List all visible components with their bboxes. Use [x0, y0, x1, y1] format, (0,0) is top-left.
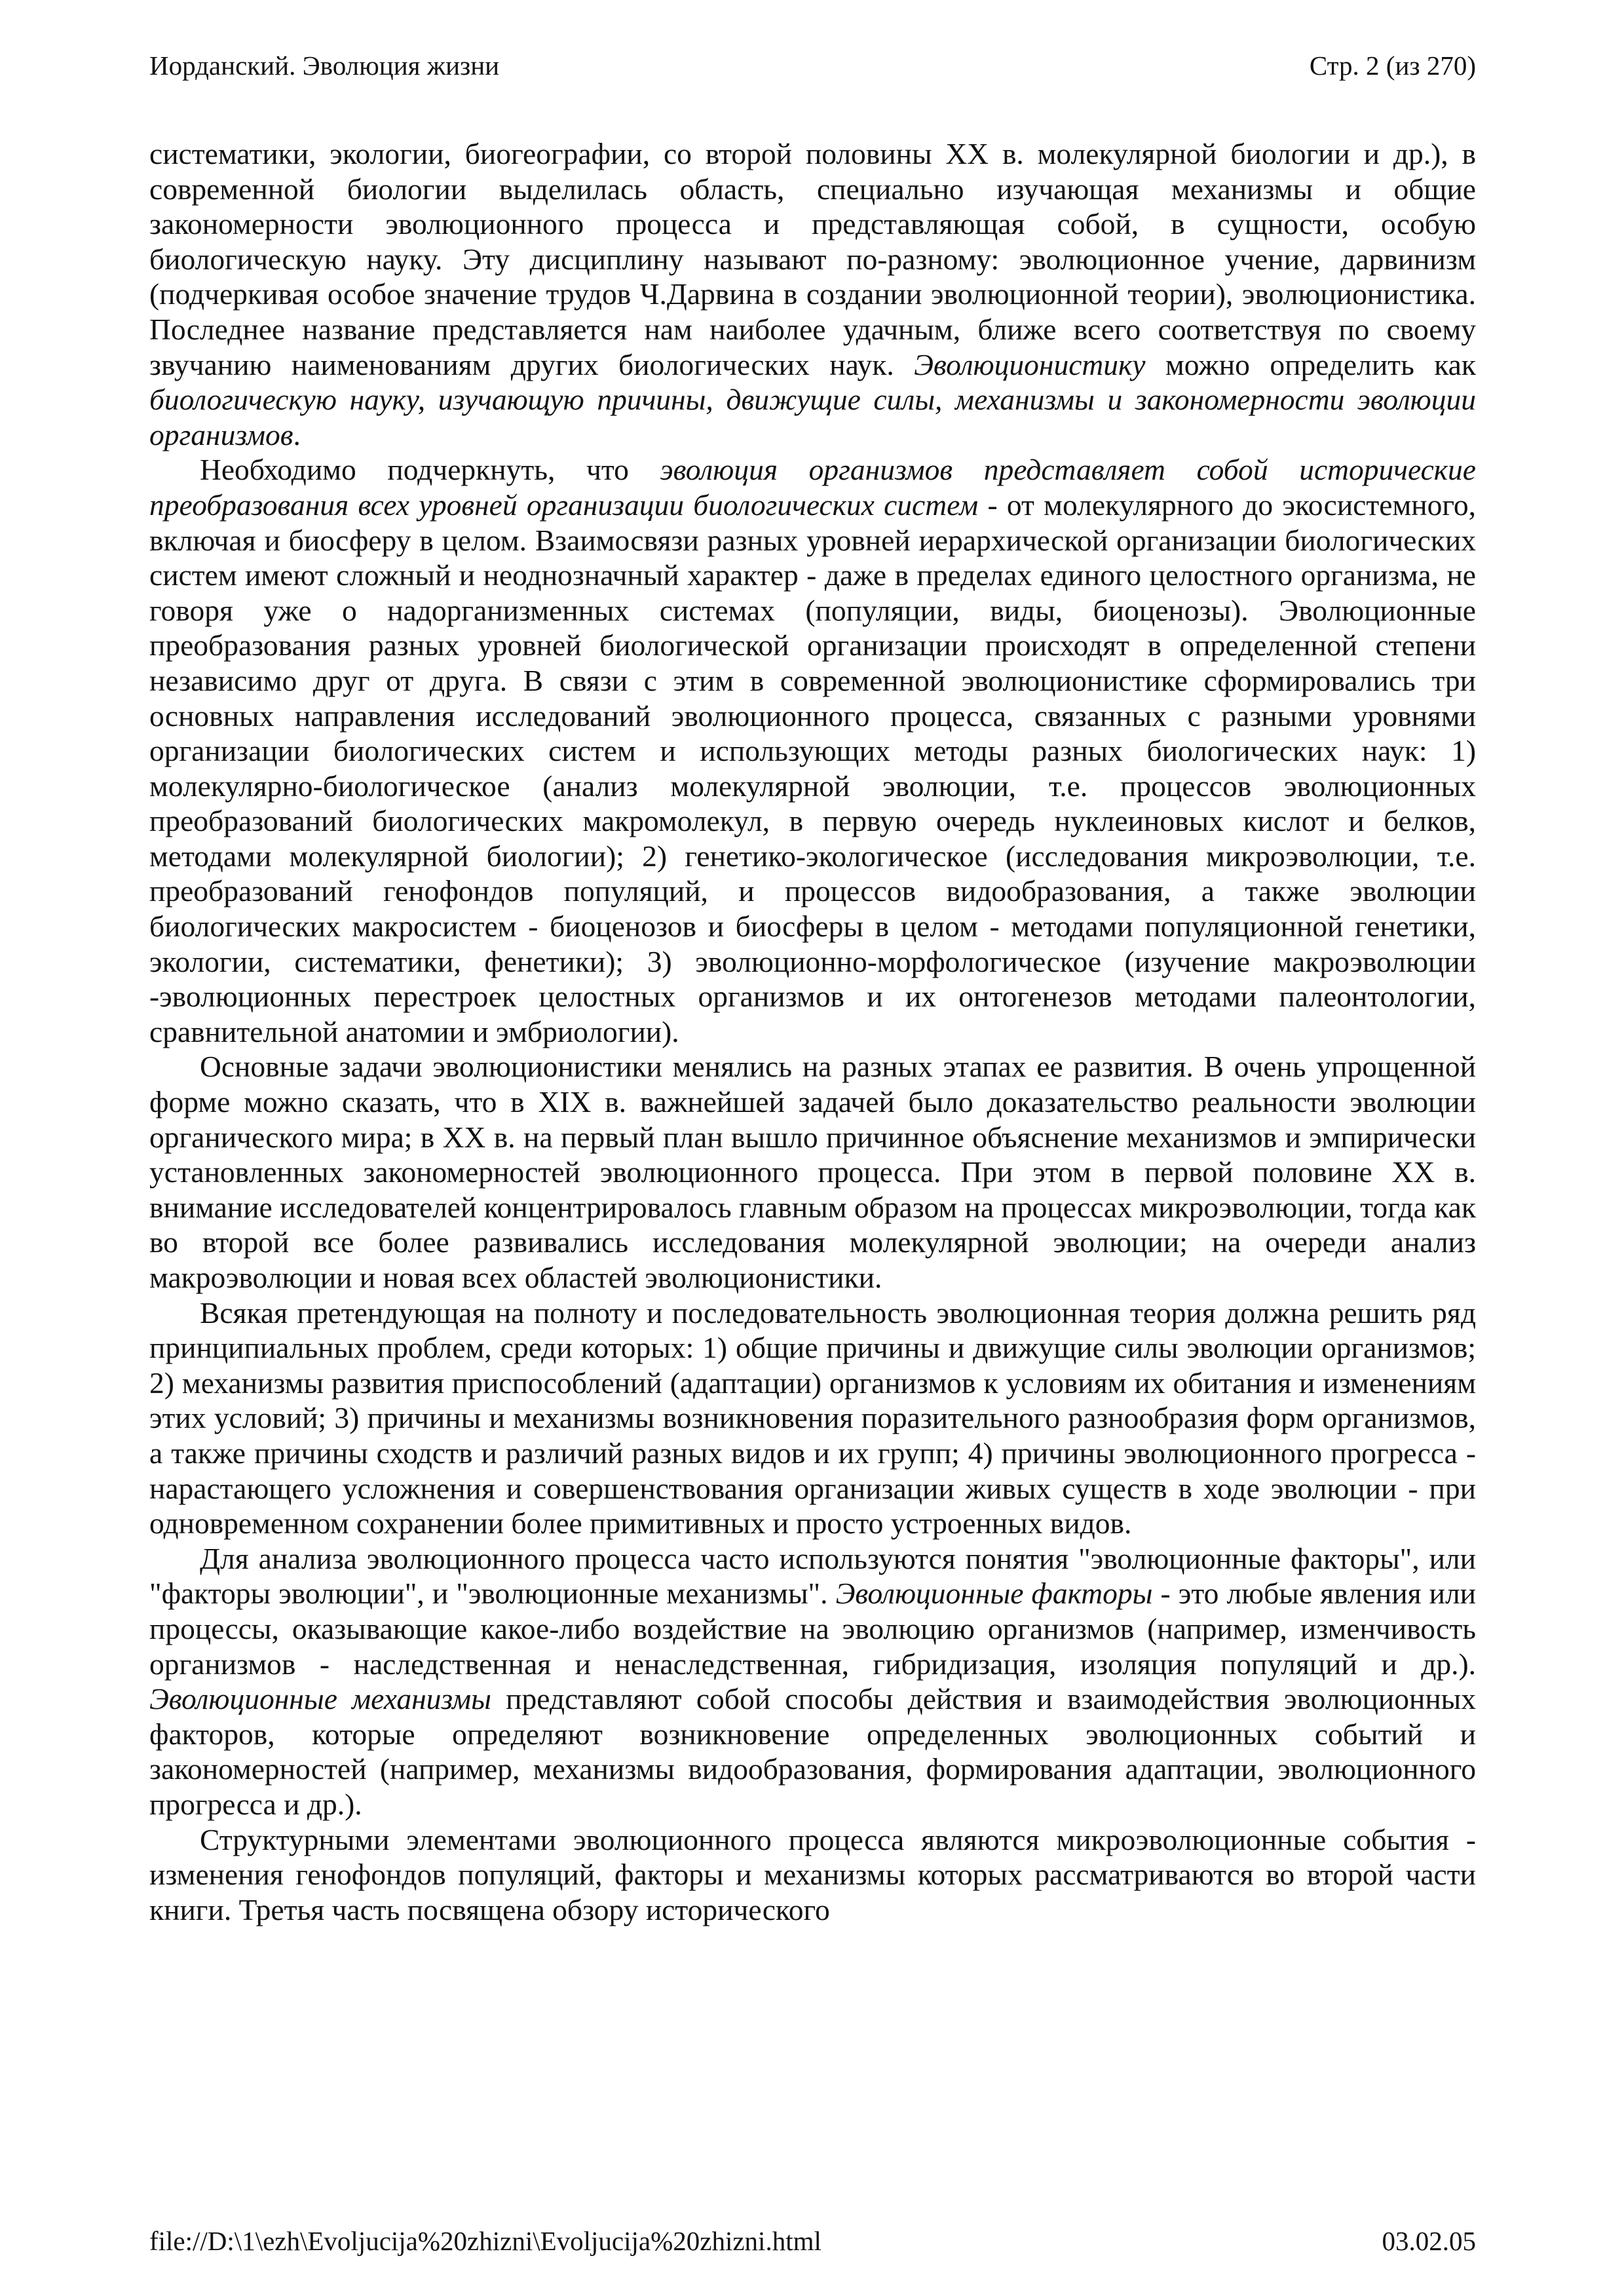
document-title: Иорданский. Эволюция жизни — [149, 50, 500, 81]
document-body — [149, 136, 1476, 1927]
paragraph-1-text-1: систематики, экологии, биогеографии, со второй половины XX в. молекулярной биологии и др.), в современной биологии выделилась область, специально изучающая механизмы и общие закономерности эволюционного процесса и представляющая собой, в сущности, особую биологическую науку. Эту дисциплину называют по-разному: эволюционное учение, дарвинизм (подчеркивая особое значение трудов Ч.Дарвина в создании эволюционной теории), эволюционистика. Последнее название представляется нам наиболее удачным, ближе всего соответствуя по своему звучанию наименованиям других биологических наук. — [149, 137, 1476, 381]
paragraph-1-text-2: можно определить как — [1145, 347, 1476, 381]
definition-evolutionistics: биологическую науку, изучающую причины, движущие силы, механизмы и закономерности эволюции организмов — [149, 383, 1476, 451]
print-date: 03.02.05 — [1382, 2226, 1476, 2256]
paragraph-2-text-1: Необходимо подчеркнуть, что — [200, 453, 660, 487]
emphasis-evolution-definition: эволюция организмов представляет собой исторические преобразования всех уровней организации биологических систем — [149, 453, 1476, 522]
paragraph-5-text-1: Для анализа эволюционного процесса часто используются понятия "эволюционные факторы", или "факторы эволюции", и "эволюционные механизмы". — [149, 1541, 1476, 1611]
paragraph-1-text-3: . — [293, 417, 301, 451]
paragraph-3: Основные задачи эволюционистики менялись на разных этапах ее развития. В очень упрощенной форме можно сказать, что в XIX в. важнейшей задачей было доказательство реальности эволюции органического мира; в XX в. на первый план вышло причинное объяснение механизмов и эмпирически установленных закономерностей эволюционного процесса. При этом в первой половине XX в. внимание исследователей концентрировалось главным образом на процессах микроэволюции, тогда как во второй все более развивались исследования молекулярной эволюции; на очереди анализ макроэволюции и новая всех областей эволюционистики. — [149, 1050, 1476, 1294]
file-path: file://D:\1\ezh\Evoljucija%20zhizni\Evoljucija%20zhizni.html — [149, 2226, 821, 2256]
term-evolutionary-factors: Эволюционные факторы — [835, 1577, 1153, 1611]
term-evolutionistics: Эволюционистику — [914, 347, 1146, 381]
paragraph-4: Всякая претендующая на полноту и последовательность эволюционная теория должна решить ряд принципиальных проблем, среди которых: 1) общие причины и движущие силы эволюции организмов; 2) механизмы развития приспособлений (адаптации) организмов к условиям их обитания и изменениям этих условий; 3) причины и механизмы возникновения поразительного разнообразия форм организмов, а также причины сходств и различий разных видов и их групп; 4) причины эволюционного прогресса - нарастающего усложнения и совершенствования организации живых существ в ходе эволюции - при одновременном сохранении более примитивных и просто устроенных видов. — [149, 1295, 1476, 1540]
paragraph-2-text-2: - от молекулярного до экосистемного, включая и биосферу в целом. Взаимосвязи разных уровней иерархической организации биологических систем имеют сложный и неоднозначный характер - даже в пределах единого целостного организма, не говоря уже о надорганизменных системах (популяции, виды, биоценозы). Эволюционные преобразования разных уровней биологической организации происходят в определенной степени независимо друг от друга. В связи с этим в современной эволюционистике сформировались три основных направления исследований эволюционного процесса, связанных с разными уровнями организации биологических систем и использующих методы разных биологических наук: 1) молекулярно-биологическое (анализ молекулярной эволюции, т.е. процессов эволюционных преобразований биологических макромолекул, в первую очередь нуклеиновых кислот и белков, методами молекулярной биологии); 2) генетико-экологическое (исследования микроэволюции, т.е. преобразований генофондов популяций, и процессов видообразования, а также эволюции биологических макросистем - биоценозов и биосферы в целом - методами популяционной генетики, экологии, систематики, фенетики); 3) эволюционно-морфологическое (изучение макроэволюции -эволюционных перестроек целостных организмов и их онтогенезов методами палеонтологии, сравнительной анатомии и эмбриологии). — [149, 488, 1476, 1048]
paragraph-5-text-3: представляют собой способы действия и взаимодействия эволюционных факторов, которые определяют возникновение определенных эволюционных событий и закономерностей (например, механизмы видообразования, формирования адаптации, эволюционного прогресса и др.). — [149, 1682, 1477, 1821]
paragraph-2 — [149, 452, 1476, 1049]
page-header — [149, 47, 1476, 86]
paragraph-1 — [149, 136, 1476, 452]
paragraph-5-text-2: - это любые явления или процессы, оказывающие какое-либо воздействие на эволюцию организмов (например, изменчивость организмов - наследственная и ненаследственная, гибридизация, изоляция популяций и др.). — [149, 1577, 1476, 1681]
term-evolutionary-mechanisms: Эволюционные механизмы — [149, 1682, 491, 1716]
paragraph-6: Структурными элементами эволюционного процесса являются микроэволюционные события - изменения генофондов популяций, факторы и механизмы которых рассматриваются во второй части книги. Третья часть посвящена обзору исторического — [149, 1822, 1476, 1926]
paragraph-5 — [149, 1541, 1476, 1822]
page-counter: Стр. 2 (из 270) — [1309, 50, 1476, 81]
page-footer — [149, 2223, 1476, 2262]
